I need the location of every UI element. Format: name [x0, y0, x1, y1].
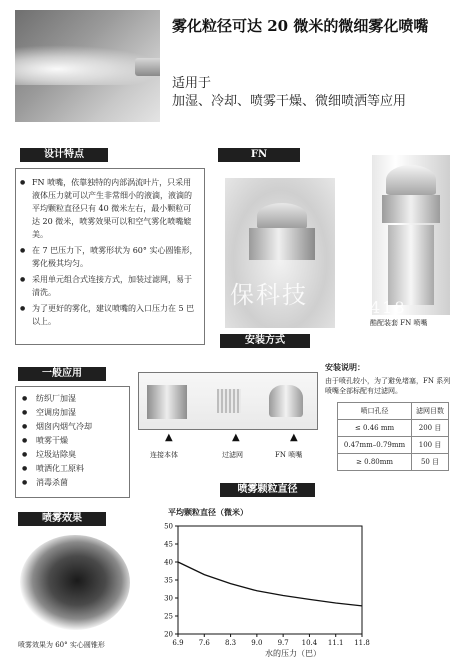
y-tick-label: 30 — [164, 594, 173, 603]
x-tick-label: 11.8 — [354, 639, 370, 647]
table-header-cell: 滤网目数 — [412, 403, 449, 420]
feature-item: ● 采用单元组合式连接方式，加装过滤网，易于清洗。 — [20, 273, 198, 299]
nozzle-tip — [135, 58, 160, 76]
list-item: ● 垃圾站除臭 — [22, 449, 132, 461]
x-tick-label: 11.1 — [327, 639, 344, 647]
y-tick-label: 40 — [164, 558, 173, 567]
list-item: ● 消毒杀菌 — [22, 477, 132, 489]
up-arrow-icon: ▲ — [232, 432, 240, 443]
general-applications-heading: 一般应用 — [18, 367, 106, 381]
mesh-table — [337, 402, 449, 471]
table-cell: 200 目 — [412, 420, 449, 437]
list-item: ● 空调房加湿 — [22, 407, 132, 419]
spray-effect-heading: 喷雾效果 — [18, 512, 106, 526]
filter-screen — [217, 389, 241, 413]
page-title: 雾化粒径可达 20 微米的微细雾化喷嘴 — [172, 17, 429, 35]
install-note-title: 安装说明： — [325, 362, 365, 372]
list-item: ● 烟囱内烟气冷却 — [22, 421, 132, 433]
assembly-cap — [386, 165, 436, 195]
plot-frame — [178, 526, 362, 634]
spray-caption: 喷雾效果为 60° 实心圆锥形 — [18, 641, 105, 649]
assembly-hex — [382, 195, 440, 223]
spray-pattern-image — [20, 535, 130, 630]
part-label-filter: 过滤网 — [222, 451, 243, 459]
up-arrow-icon: ▲ — [290, 432, 298, 443]
feature-item: ● FN 喷嘴，依靠独特的内部涡流叶片，只采用液体压力就可以产生非常细小的液滴，液滴的平均颗粒直径只有 40 微米左右，最小颗粒可达 20 微米，喷雾效果可以和空气雾化喷嘴媲美。 — [20, 176, 198, 241]
list-item: ● 纺织厂加湿 — [22, 393, 132, 405]
applications-text: 加湿、冷却、喷雾干燥、微细喷洒等应用 — [172, 94, 407, 109]
watermark-text: 保科技 — [230, 281, 308, 309]
applications-list — [22, 393, 132, 491]
up-arrow-icon: ▲ — [165, 432, 173, 443]
feature-item: ● 为了更好的雾化，建议喷嘴的入口压力在 5 巴以上。 — [20, 302, 198, 328]
fn-assembly-photo — [372, 155, 450, 315]
header-spray-photo — [15, 10, 160, 122]
design-features-heading: 设计特点 — [20, 148, 108, 162]
install-note-text: 由于喷孔较小，为了避免堵塞，FN 系列喷嘴全部标配有过滤网。 — [325, 377, 451, 395]
table-cell: 50 目 — [412, 454, 449, 471]
droplet-size-heading: 喷雾颗粒直径 — [220, 483, 315, 497]
list-item: ● 喷雾干燥 — [22, 435, 132, 447]
x-tick-label: 9.0 — [251, 639, 263, 647]
part-label-nozzle: FN 喷嘴 — [275, 451, 303, 459]
assembly-body — [388, 225, 434, 305]
table-header-row — [338, 403, 449, 420]
table-row — [338, 454, 449, 471]
connector-body — [147, 385, 187, 419]
table-cell: ≤ 0.46 mm — [338, 420, 412, 437]
droplet-size-chart — [150, 500, 375, 660]
fn-nozzle-part — [269, 385, 303, 417]
y-tick-label: 50 — [164, 522, 173, 531]
x-tick-label: 7.6 — [198, 639, 210, 647]
x-tick-label: 6.9 — [172, 639, 184, 647]
installation-heading: 安装方式 — [220, 334, 310, 348]
nozzle-cap — [257, 203, 307, 229]
x-tick-label: 10.4 — [301, 639, 318, 647]
table-cell: 100 目 — [412, 437, 449, 454]
y-tick-label: 35 — [164, 576, 173, 585]
y-tick-label: 20 — [164, 630, 173, 639]
installation-parts-photo — [138, 372, 318, 430]
watermark-code: 418 — [370, 298, 407, 317]
chart-title: 平均颗粒直径（微米） — [168, 507, 248, 517]
table-cell: 0.47mm–0.79mm — [338, 437, 412, 454]
features-list — [20, 176, 198, 331]
x-tick-label: 8.3 — [225, 639, 237, 647]
y-tick-label: 25 — [164, 612, 173, 621]
fn-heading: FN — [218, 148, 300, 162]
table-row — [338, 420, 449, 437]
table-row — [338, 437, 449, 454]
y-tick-label: 45 — [164, 540, 173, 549]
table-header-cell: 喷口孔径 — [338, 403, 412, 420]
nozzle-hex — [249, 228, 315, 260]
fn-photo-caption: 酷配装套 FN 喷嘴 — [370, 319, 428, 327]
chart-xlabel: 水的压力（巴） — [265, 649, 321, 658]
list-item: ● 喷洒化工原料 — [22, 463, 132, 475]
table-cell: ≥ 0.80mm — [338, 454, 412, 471]
applies-to-label: 适用于 — [172, 76, 212, 91]
series-line — [178, 562, 362, 606]
part-label-connector: 连接本体 — [150, 451, 178, 459]
feature-item: ● 在 7 巴压力下，喷雾形状为 60° 实心圆锥形，雾化极其均匀。 — [20, 244, 198, 270]
x-tick-label: 9.7 — [277, 639, 289, 647]
